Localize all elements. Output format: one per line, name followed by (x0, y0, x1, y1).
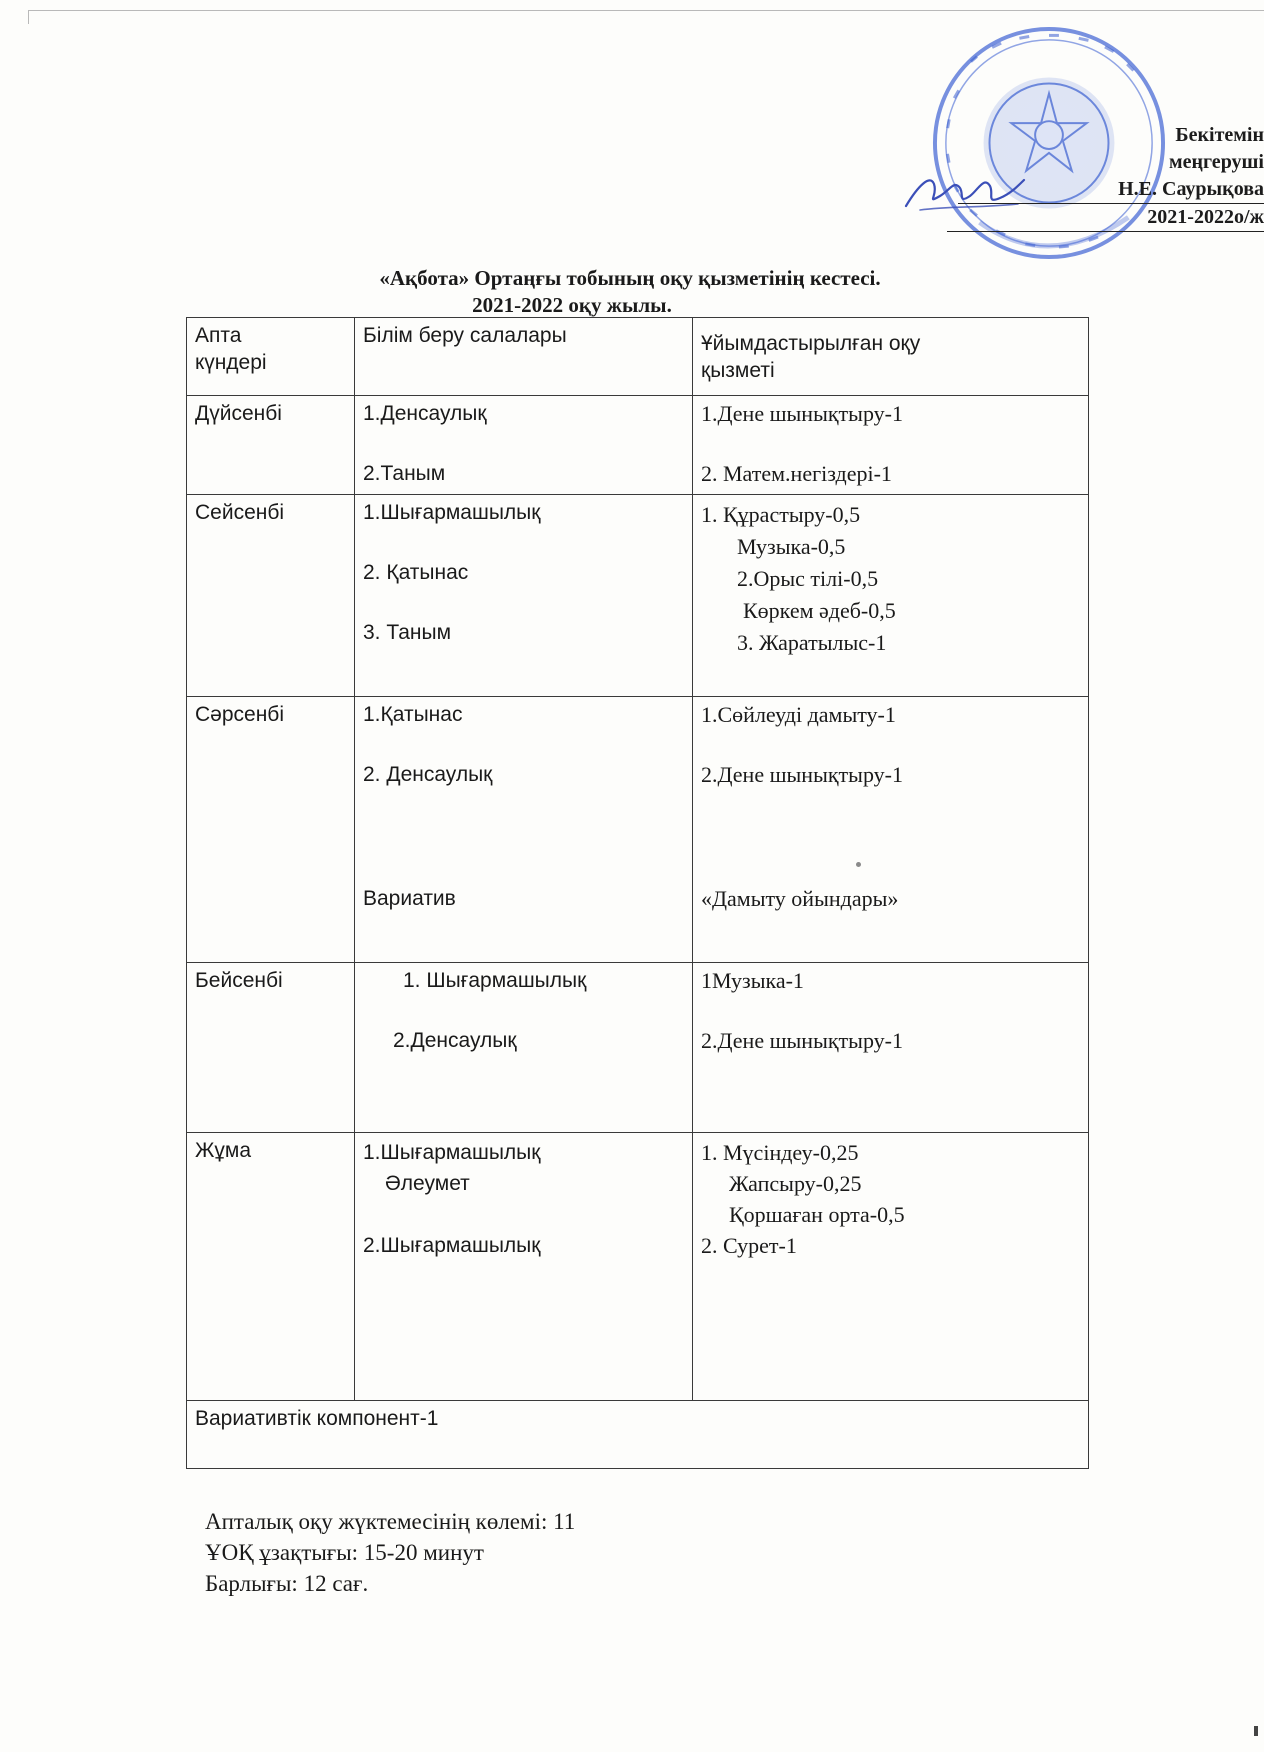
approval-name: Н.Е. Саурықова (958, 176, 1264, 204)
header-day: Апта күндері (187, 318, 355, 396)
approval-year: 2021-2022о/ж (947, 204, 1264, 232)
row-areas: 1.Шығармашылық 2. Қатынас 3. Таным (355, 495, 693, 697)
scan-corner (28, 10, 30, 24)
row-day: Сәрсенбі (187, 697, 355, 963)
scan-edge-mark (1254, 1726, 1258, 1736)
row-day: Сейсенбі (187, 495, 355, 697)
weekly-load: Апталық оқу жүктемесінің көлемі: 11 (205, 1509, 576, 1534)
scan-edge (28, 10, 1264, 12)
row-areas: 1. Шығармашылық 2.Денсаулық (355, 963, 693, 1133)
row-activities: 1. Мүсіндеу-0,25 Жапсыру-0,25 Қоршаған орта-0,5 2. Сурет-1 (693, 1133, 1089, 1401)
row-activities: 1. Құрастыру-0,5 Музыка-0,5 2.Орыс тілі-0,5 Көркем әдеб-0,5 3. Жаратылыс-1 (693, 495, 1089, 697)
row-activities: 1Музыка-1 2.Дене шынықтыру-1 (693, 963, 1089, 1133)
table-row (187, 396, 1089, 495)
lesson-duration: ҰОҚ ұзақтығы: 15-20 минут (205, 1540, 484, 1565)
table-row (187, 963, 1089, 1133)
variative-component: Вариативтік компонент-1 (187, 1401, 1089, 1469)
scan-speck (856, 862, 861, 867)
document-subtitle: 2021-2022 оқу жылы. (472, 293, 672, 317)
header-activity: Ұйымдастырылған оқу қызметі (693, 318, 1089, 396)
schedule-table (186, 317, 1089, 1469)
row-areas: 1.Денсаулық 2.Таным (355, 396, 693, 495)
header-area: Білім беру салалары (355, 318, 693, 396)
table-row (187, 495, 1089, 697)
approval-approve: Бекітемін (1175, 124, 1264, 146)
table-row-variative (187, 1401, 1089, 1469)
table-header-row (187, 318, 1089, 396)
row-day: Бейсенбі (187, 963, 355, 1133)
table-row (187, 1133, 1089, 1401)
approval-block (947, 122, 1264, 232)
row-day: Жұма (187, 1133, 355, 1401)
approval-head: меңгеруші (1168, 151, 1264, 173)
table-row (187, 697, 1089, 963)
row-activities: 1.Дене шынықтыру-1 2. Матем.негіздері-1 (693, 396, 1089, 495)
total-hours: Барлығы: 12 сағ. (205, 1571, 369, 1596)
summary-block (205, 1506, 575, 1599)
row-areas: 1.Шығармашылық Әлеумет 2.Шығармашылық (355, 1133, 693, 1401)
document-title: «Ақбота» Ортаңғы тобының оқу қызметінің кестесі. (379, 266, 881, 290)
row-areas: 1.Қатынас 2. Денсаулық Вариатив (355, 697, 693, 963)
row-activities: 1.Сөйлеуді дамыту-1 2.Дене шынықтыру-1 «Дамыту ойындары» (693, 697, 1089, 963)
row-day: Дүйсенбі (187, 396, 355, 495)
